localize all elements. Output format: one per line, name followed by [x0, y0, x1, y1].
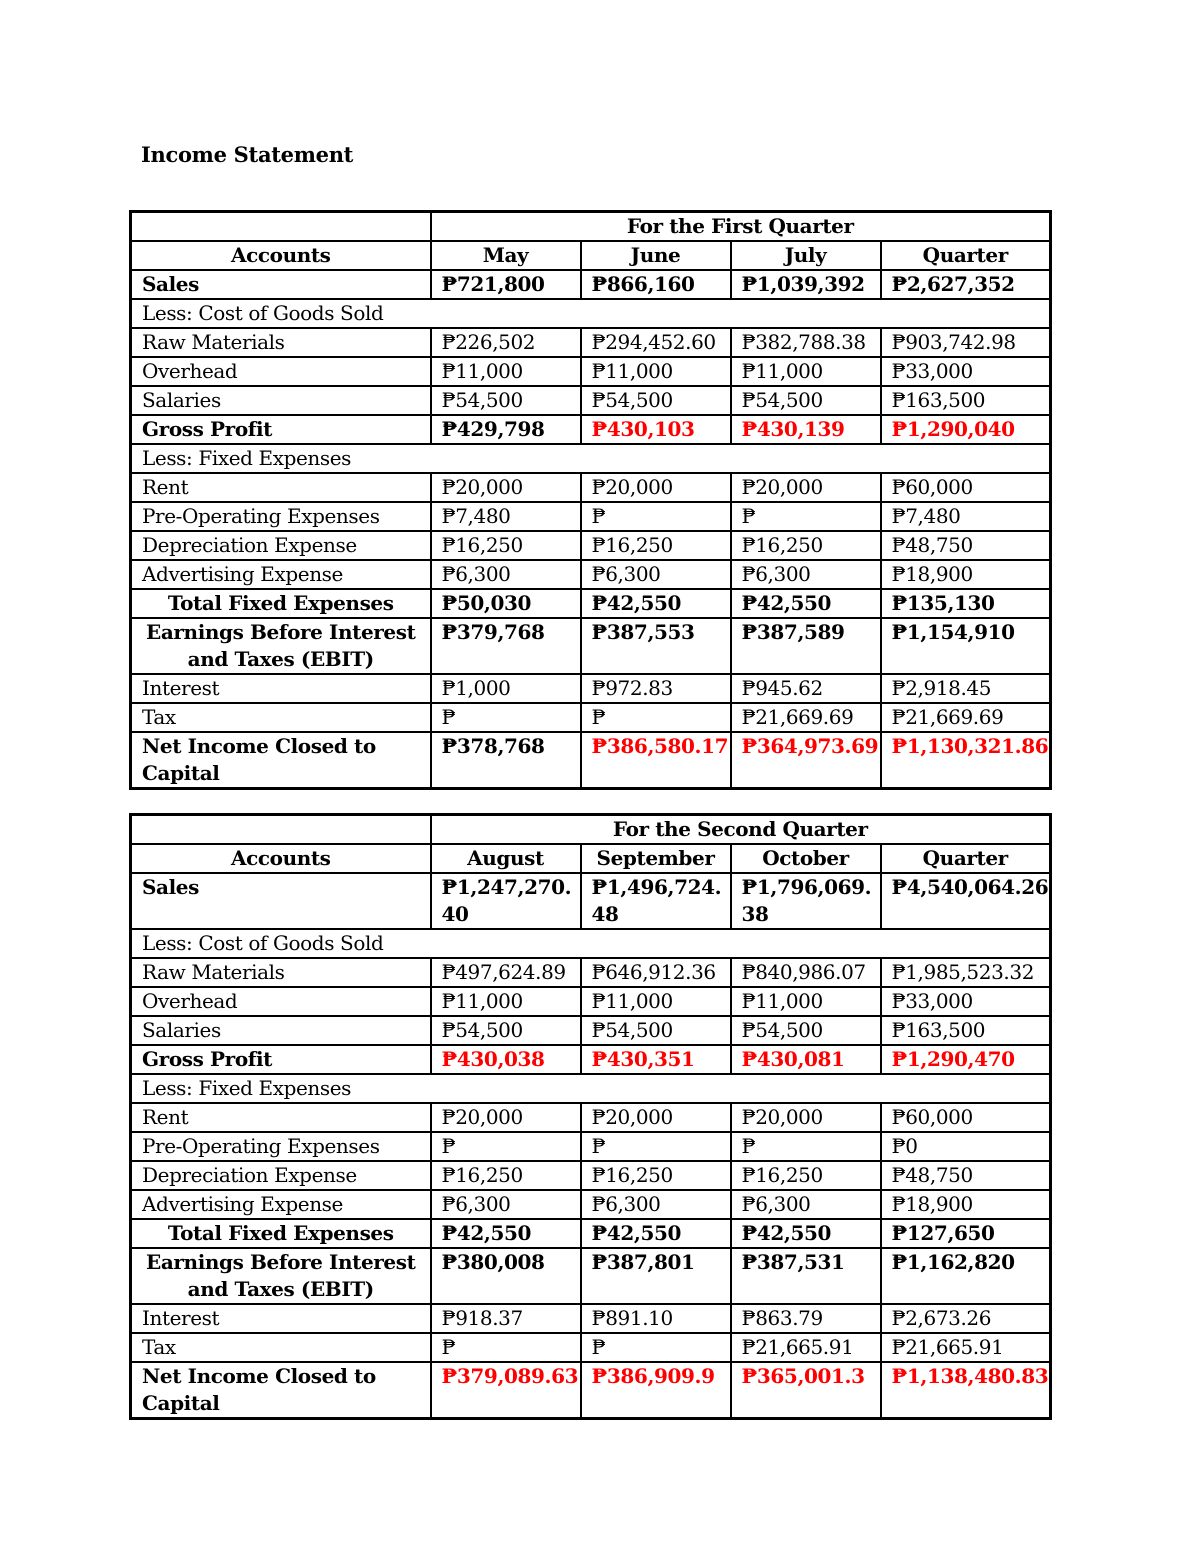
value-cell: ₱33,000 [881, 987, 1051, 1016]
table-row [131, 732, 1051, 789]
table-row [131, 674, 1051, 703]
account-label: Net Income Closed to Capital [131, 1362, 431, 1419]
value-cell: ₱430,081 [731, 1045, 881, 1074]
value-cell: ₱11,000 [581, 357, 731, 386]
account-label: Pre-Operating Expenses [131, 1132, 431, 1161]
value-cell: ₱430,139 [731, 415, 881, 444]
value-cell: ₱11,000 [431, 357, 581, 386]
value-cell: ₱135,130 [881, 589, 1051, 618]
value-cell: ₱387,589 [731, 618, 881, 674]
value-cell: ₱54,500 [581, 1016, 731, 1045]
table-row [131, 1074, 1051, 1103]
value-cell: ₱42,550 [581, 589, 731, 618]
value-cell: ₱387,801 [581, 1248, 731, 1304]
value-cell: ₱1,290,040 [881, 415, 1051, 444]
table-row [131, 703, 1051, 732]
value-cell: ₱42,550 [731, 1219, 881, 1248]
value-cell: ₱387,553 [581, 618, 731, 674]
value-cell: ₱ [581, 502, 731, 531]
value-cell: ₱16,250 [731, 1161, 881, 1190]
table-row [131, 1016, 1051, 1045]
account-label: Raw Materials [131, 328, 431, 357]
table-row [131, 589, 1051, 618]
value-cell: ₱2,673.26 [881, 1304, 1051, 1333]
value-cell: ₱48,750 [881, 1161, 1051, 1190]
column-header: September [581, 844, 731, 873]
table-row [131, 502, 1051, 531]
period-header: For the Second Quarter [431, 815, 1051, 845]
value-cell: ₱294,452.60 [581, 328, 731, 357]
column-header: August [431, 844, 581, 873]
table-row [131, 987, 1051, 1016]
account-label: Total Fixed Expenses [131, 1219, 431, 1248]
document-title: Income Statement [141, 142, 354, 167]
table-row [131, 328, 1051, 357]
account-label: Gross Profit [131, 415, 431, 444]
account-label: Salaries [131, 1016, 431, 1045]
value-cell: ₱42,550 [581, 1219, 731, 1248]
value-cell: ₱1,290,470 [881, 1045, 1051, 1074]
account-label: Pre-Operating Expenses [131, 502, 431, 531]
value-cell: ₱1,138,480.83 [881, 1362, 1051, 1419]
table-row [131, 1248, 1051, 1304]
value-cell: ₱20,000 [581, 1103, 731, 1132]
table-row [131, 444, 1051, 473]
value-cell: ₱11,000 [581, 987, 731, 1016]
value-cell: ₱ [581, 703, 731, 732]
value-cell: ₱18,900 [881, 1190, 1051, 1219]
value-cell: ₱50,030 [431, 589, 581, 618]
table-row [131, 357, 1051, 386]
table-row [131, 560, 1051, 589]
value-cell: ₱7,480 [881, 502, 1051, 531]
account-label: Raw Materials [131, 958, 431, 987]
account-label: Advertising Expense [131, 560, 431, 589]
value-cell: ₱945.62 [731, 674, 881, 703]
value-cell: ₱6,300 [581, 560, 731, 589]
value-cell: ₱6,300 [731, 560, 881, 589]
value-cell: ₱54,500 [431, 386, 581, 415]
table-row [131, 1304, 1051, 1333]
value-cell: ₱379,768 [431, 618, 581, 674]
value-cell: ₱54,500 [431, 1016, 581, 1045]
value-cell: ₱ [431, 1132, 581, 1161]
column-header: October [731, 844, 881, 873]
value-cell: ₱1,000 [431, 674, 581, 703]
value-cell: ₱1,162,820 [881, 1248, 1051, 1304]
value-cell: ₱20,000 [431, 473, 581, 502]
value-cell: ₱903,742.98 [881, 328, 1051, 357]
value-cell: ₱21,665.91 [731, 1333, 881, 1362]
empty-header-cell [131, 815, 431, 845]
table-row [131, 473, 1051, 502]
period-header: For the First Quarter [431, 212, 1051, 242]
value-cell: ₱21,669.69 [731, 703, 881, 732]
value-cell: ₱6,300 [731, 1190, 881, 1219]
account-label: Depreciation Expense [131, 1161, 431, 1190]
column-header: June [581, 241, 731, 270]
value-cell: ₱365,001.3 [731, 1362, 881, 1419]
value-cell: ₱20,000 [731, 473, 881, 502]
value-cell: ₱127,650 [881, 1219, 1051, 1248]
value-cell: ₱429,798 [431, 415, 581, 444]
account-label: Tax [131, 1333, 431, 1362]
value-cell: ₱ [431, 1333, 581, 1362]
value-cell: ₱54,500 [731, 386, 881, 415]
value-cell: ₱21,665.91 [881, 1333, 1051, 1362]
period-header-row [131, 815, 1051, 845]
value-cell: ₱430,038 [431, 1045, 581, 1074]
account-label: Gross Profit [131, 1045, 431, 1074]
table-row [131, 1219, 1051, 1248]
value-cell: ₱386,909.9 [581, 1362, 731, 1419]
table-row [131, 1132, 1051, 1161]
value-cell: ₱ [731, 1132, 881, 1161]
value-cell: ₱721,800 [431, 270, 581, 299]
value-cell: ₱60,000 [881, 1103, 1051, 1132]
value-cell: ₱ [731, 502, 881, 531]
table-row [131, 531, 1051, 560]
account-label: Rent [131, 473, 431, 502]
column-header: Quarter [881, 241, 1051, 270]
value-cell: ₱48,750 [881, 531, 1051, 560]
column-header: Accounts [131, 844, 431, 873]
table-row [131, 1362, 1051, 1419]
value-cell: ₱386,580.17 [581, 732, 731, 789]
account-label: Tax [131, 703, 431, 732]
value-cell: ₱6,300 [431, 560, 581, 589]
value-cell: ₱4,540,064.26 [881, 873, 1051, 929]
value-cell: ₱11,000 [731, 987, 881, 1016]
value-cell: ₱20,000 [581, 473, 731, 502]
value-cell: ₱11,000 [731, 357, 881, 386]
section-label: Less: Cost of Goods Sold [131, 929, 1051, 958]
account-label: Overhead [131, 987, 431, 1016]
column-header-row [131, 844, 1051, 873]
table-row [131, 299, 1051, 328]
value-cell: ₱1,985,523.32 [881, 958, 1051, 987]
value-cell: ₱891.10 [581, 1304, 731, 1333]
value-cell: ₱163,500 [881, 1016, 1051, 1045]
value-cell: ₱918.37 [431, 1304, 581, 1333]
value-cell: ₱646,912.36 [581, 958, 731, 987]
value-cell: ₱16,250 [431, 1161, 581, 1190]
value-cell: ₱379,089.63 [431, 1362, 581, 1419]
column-header: Accounts [131, 241, 431, 270]
value-cell: ₱16,250 [581, 1161, 731, 1190]
column-header-row [131, 241, 1051, 270]
table-row [131, 618, 1051, 674]
account-label: Overhead [131, 357, 431, 386]
value-cell: ₱42,550 [431, 1219, 581, 1248]
value-cell: ₱1,039,392 [731, 270, 881, 299]
account-label: Total Fixed Expenses [131, 589, 431, 618]
account-label: Earnings Before Interest and Taxes (EBIT) [131, 618, 431, 674]
period-header-row [131, 212, 1051, 242]
account-label: Depreciation Expense [131, 531, 431, 560]
value-cell: ₱54,500 [581, 386, 731, 415]
value-cell: ₱33,000 [881, 357, 1051, 386]
table-row [131, 386, 1051, 415]
section-label: Less: Cost of Goods Sold [131, 299, 1051, 328]
value-cell: ₱382,788.38 [731, 328, 881, 357]
value-cell: ₱42,550 [731, 589, 881, 618]
account-label: Net Income Closed to Capital [131, 732, 431, 789]
value-cell: ₱380,008 [431, 1248, 581, 1304]
section-label: Less: Fixed Expenses [131, 444, 1051, 473]
account-label: Interest [131, 674, 431, 703]
value-cell: ₱ [581, 1333, 731, 1362]
value-cell: ₱497,624.89 [431, 958, 581, 987]
column-header: Quarter [881, 844, 1051, 873]
account-label: Sales [131, 873, 431, 929]
value-cell: ₱21,669.69 [881, 703, 1051, 732]
value-cell: ₱840,986.07 [731, 958, 881, 987]
value-cell: ₱972.83 [581, 674, 731, 703]
value-cell: ₱163,500 [881, 386, 1051, 415]
value-cell: ₱2,627,352 [881, 270, 1051, 299]
table-row [131, 415, 1051, 444]
value-cell: ₱6,300 [581, 1190, 731, 1219]
value-cell: ₱430,351 [581, 1045, 731, 1074]
value-cell: ₱866,160 [581, 270, 731, 299]
value-cell: ₱ [581, 1132, 731, 1161]
value-cell: ₱364,973.69 [731, 732, 881, 789]
value-cell: ₱16,250 [731, 531, 881, 560]
table-row [131, 1333, 1051, 1362]
column-header: May [431, 241, 581, 270]
value-cell: ₱20,000 [431, 1103, 581, 1132]
value-cell: ₱226,502 [431, 328, 581, 357]
account-label: Interest [131, 1304, 431, 1333]
value-cell: ₱54,500 [731, 1016, 881, 1045]
account-label: Advertising Expense [131, 1190, 431, 1219]
value-cell: ₱1,130,321.86 [881, 732, 1051, 789]
value-cell: ₱387,531 [731, 1248, 881, 1304]
value-cell: ₱863.79 [731, 1304, 881, 1333]
value-cell: ₱1,496,724. 48 [581, 873, 731, 929]
value-cell: ₱1,796,069. 38 [731, 873, 881, 929]
value-cell: ₱7,480 [431, 502, 581, 531]
income-statement-first-quarter-table [129, 210, 1052, 790]
value-cell: ₱11,000 [431, 987, 581, 1016]
value-cell: ₱60,000 [881, 473, 1051, 502]
table-row [131, 270, 1051, 299]
table-row [131, 1161, 1051, 1190]
table-row [131, 929, 1051, 958]
value-cell: ₱378,768 [431, 732, 581, 789]
table-row [131, 958, 1051, 987]
value-cell: ₱430,103 [581, 415, 731, 444]
value-cell: ₱16,250 [581, 531, 731, 560]
table-row [131, 1103, 1051, 1132]
value-cell: ₱16,250 [431, 531, 581, 560]
empty-header-cell [131, 212, 431, 242]
income-statement-second-quarter-table [129, 813, 1052, 1420]
value-cell: ₱6,300 [431, 1190, 581, 1219]
account-label: Earnings Before Interest and Taxes (EBIT) [131, 1248, 431, 1304]
value-cell: ₱ [431, 703, 581, 732]
value-cell: ₱1,154,910 [881, 618, 1051, 674]
account-label: Sales [131, 270, 431, 299]
value-cell: ₱0 [881, 1132, 1051, 1161]
column-header: July [731, 241, 881, 270]
account-label: Salaries [131, 386, 431, 415]
section-label: Less: Fixed Expenses [131, 1074, 1051, 1103]
value-cell: ₱2,918.45 [881, 674, 1051, 703]
value-cell: ₱1,247,270. 40 [431, 873, 581, 929]
value-cell: ₱20,000 [731, 1103, 881, 1132]
value-cell: ₱18,900 [881, 560, 1051, 589]
table-row [131, 873, 1051, 929]
table-row [131, 1190, 1051, 1219]
table-row [131, 1045, 1051, 1074]
account-label: Rent [131, 1103, 431, 1132]
